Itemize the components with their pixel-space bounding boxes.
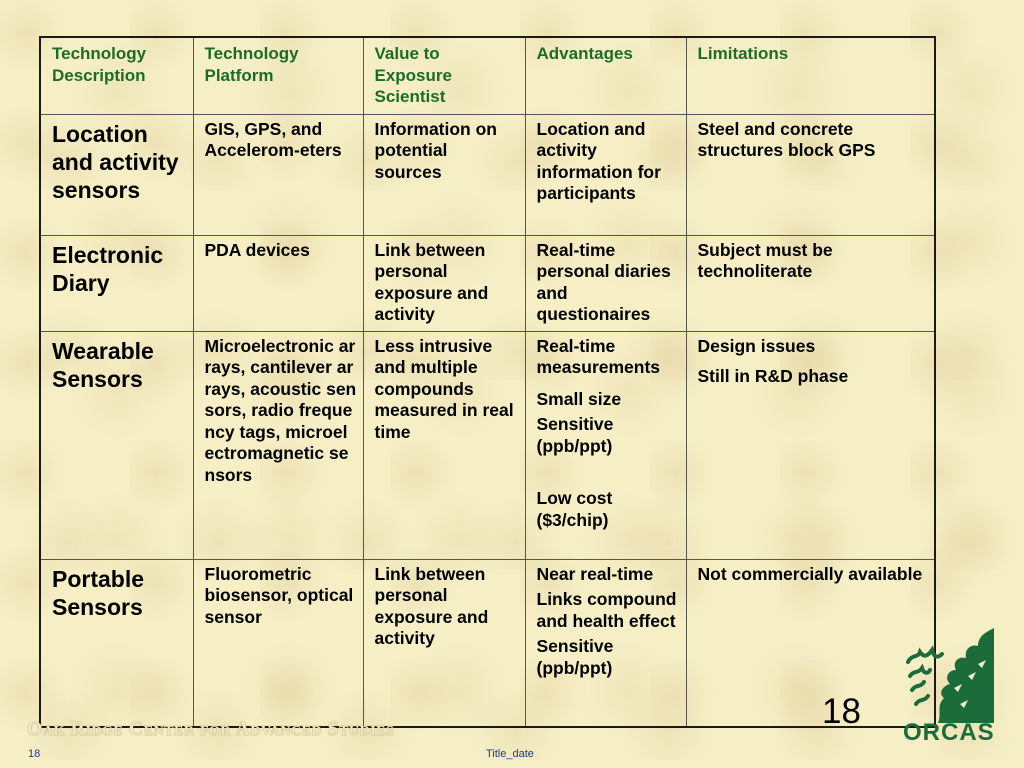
limitation-item: Design issues — [697, 335, 816, 356]
header-limitations: Limitations — [686, 37, 935, 114]
header-advantages: Advantages — [525, 37, 686, 114]
limitation-item: Still in R&D phase — [697, 366, 849, 386]
table-header-row — [40, 37, 935, 114]
footer-slide-number: 18 — [28, 748, 41, 760]
row-limitations — [686, 114, 935, 235]
row-value: Link between personal exposure and activity — [363, 559, 525, 727]
row-limitations — [686, 235, 935, 331]
spacer — [537, 457, 680, 488]
technology-table — [39, 36, 936, 728]
advantage-item: Real-time personal diaries and questionaires — [536, 239, 671, 324]
table-row — [40, 559, 935, 727]
organization-name: Oak Ridge Center for Advanced Studies — [27, 718, 395, 740]
row-advantages — [525, 114, 686, 235]
row-advantages — [525, 559, 686, 727]
slide-number: 18 — [822, 692, 861, 731]
limitation-item: Subject must be technoliterate — [697, 239, 833, 281]
advantage-item: Near real-time — [536, 563, 654, 584]
limitation-item: Not commercially available — [697, 563, 923, 584]
advantage-item: Low cost ($3/chip) — [536, 488, 613, 530]
advantage-item: Sensitive (ppb/ppt) — [536, 636, 614, 678]
header-value-to-exposure-scientist: Value to Exposure Scientist — [363, 37, 525, 114]
platform-text: Microelectronic arrays, cantilever arrays, acoustic sensors, radio frequency tags, microelectromagnetic sensors — [204, 335, 357, 485]
row-advantages — [525, 235, 686, 331]
row-limitations — [686, 331, 935, 559]
row-description: Portable Sensors — [40, 559, 193, 727]
row-value: Link between personal exposure and activity — [363, 235, 525, 331]
spacer — [537, 379, 680, 389]
row-description: Wearable Sensors — [40, 331, 193, 559]
row-platform: Fluorometric biosensor, optical sensor — [193, 559, 363, 727]
advantage-item: Location and activity information for participants — [536, 118, 661, 203]
limitation-item: Steel and concrete structures block GPS — [697, 118, 876, 160]
footer-title-date: Title_date — [486, 748, 534, 760]
row-platform — [193, 331, 363, 559]
row-advantages — [525, 331, 686, 559]
advantage-item: Sensitive (ppb/ppt) — [536, 414, 614, 456]
table-row — [40, 331, 935, 559]
orcas-logo-text: ORCAS — [903, 719, 995, 746]
row-value: Information on potential sources — [363, 114, 525, 235]
row-description: Electronic Diary — [40, 235, 193, 331]
advantage-item: Links compound and health effect — [536, 589, 677, 631]
table-row — [40, 114, 935, 235]
row-value: Less intrusive and multiple compounds measured in real time — [363, 331, 525, 559]
table-row — [40, 235, 935, 331]
advantage-item: Real-time measurements — [536, 335, 661, 377]
header-technology-platform: Technology Platform — [193, 37, 363, 114]
row-platform: PDA devices — [193, 235, 363, 331]
row-description: Location and activity sensors — [40, 114, 193, 235]
header-technology-description: Technology Description — [40, 37, 193, 114]
advantage-item: Small size — [536, 388, 622, 409]
row-platform: GIS, GPS, and Accelerom-eters — [193, 114, 363, 235]
spacer — [698, 357, 929, 366]
